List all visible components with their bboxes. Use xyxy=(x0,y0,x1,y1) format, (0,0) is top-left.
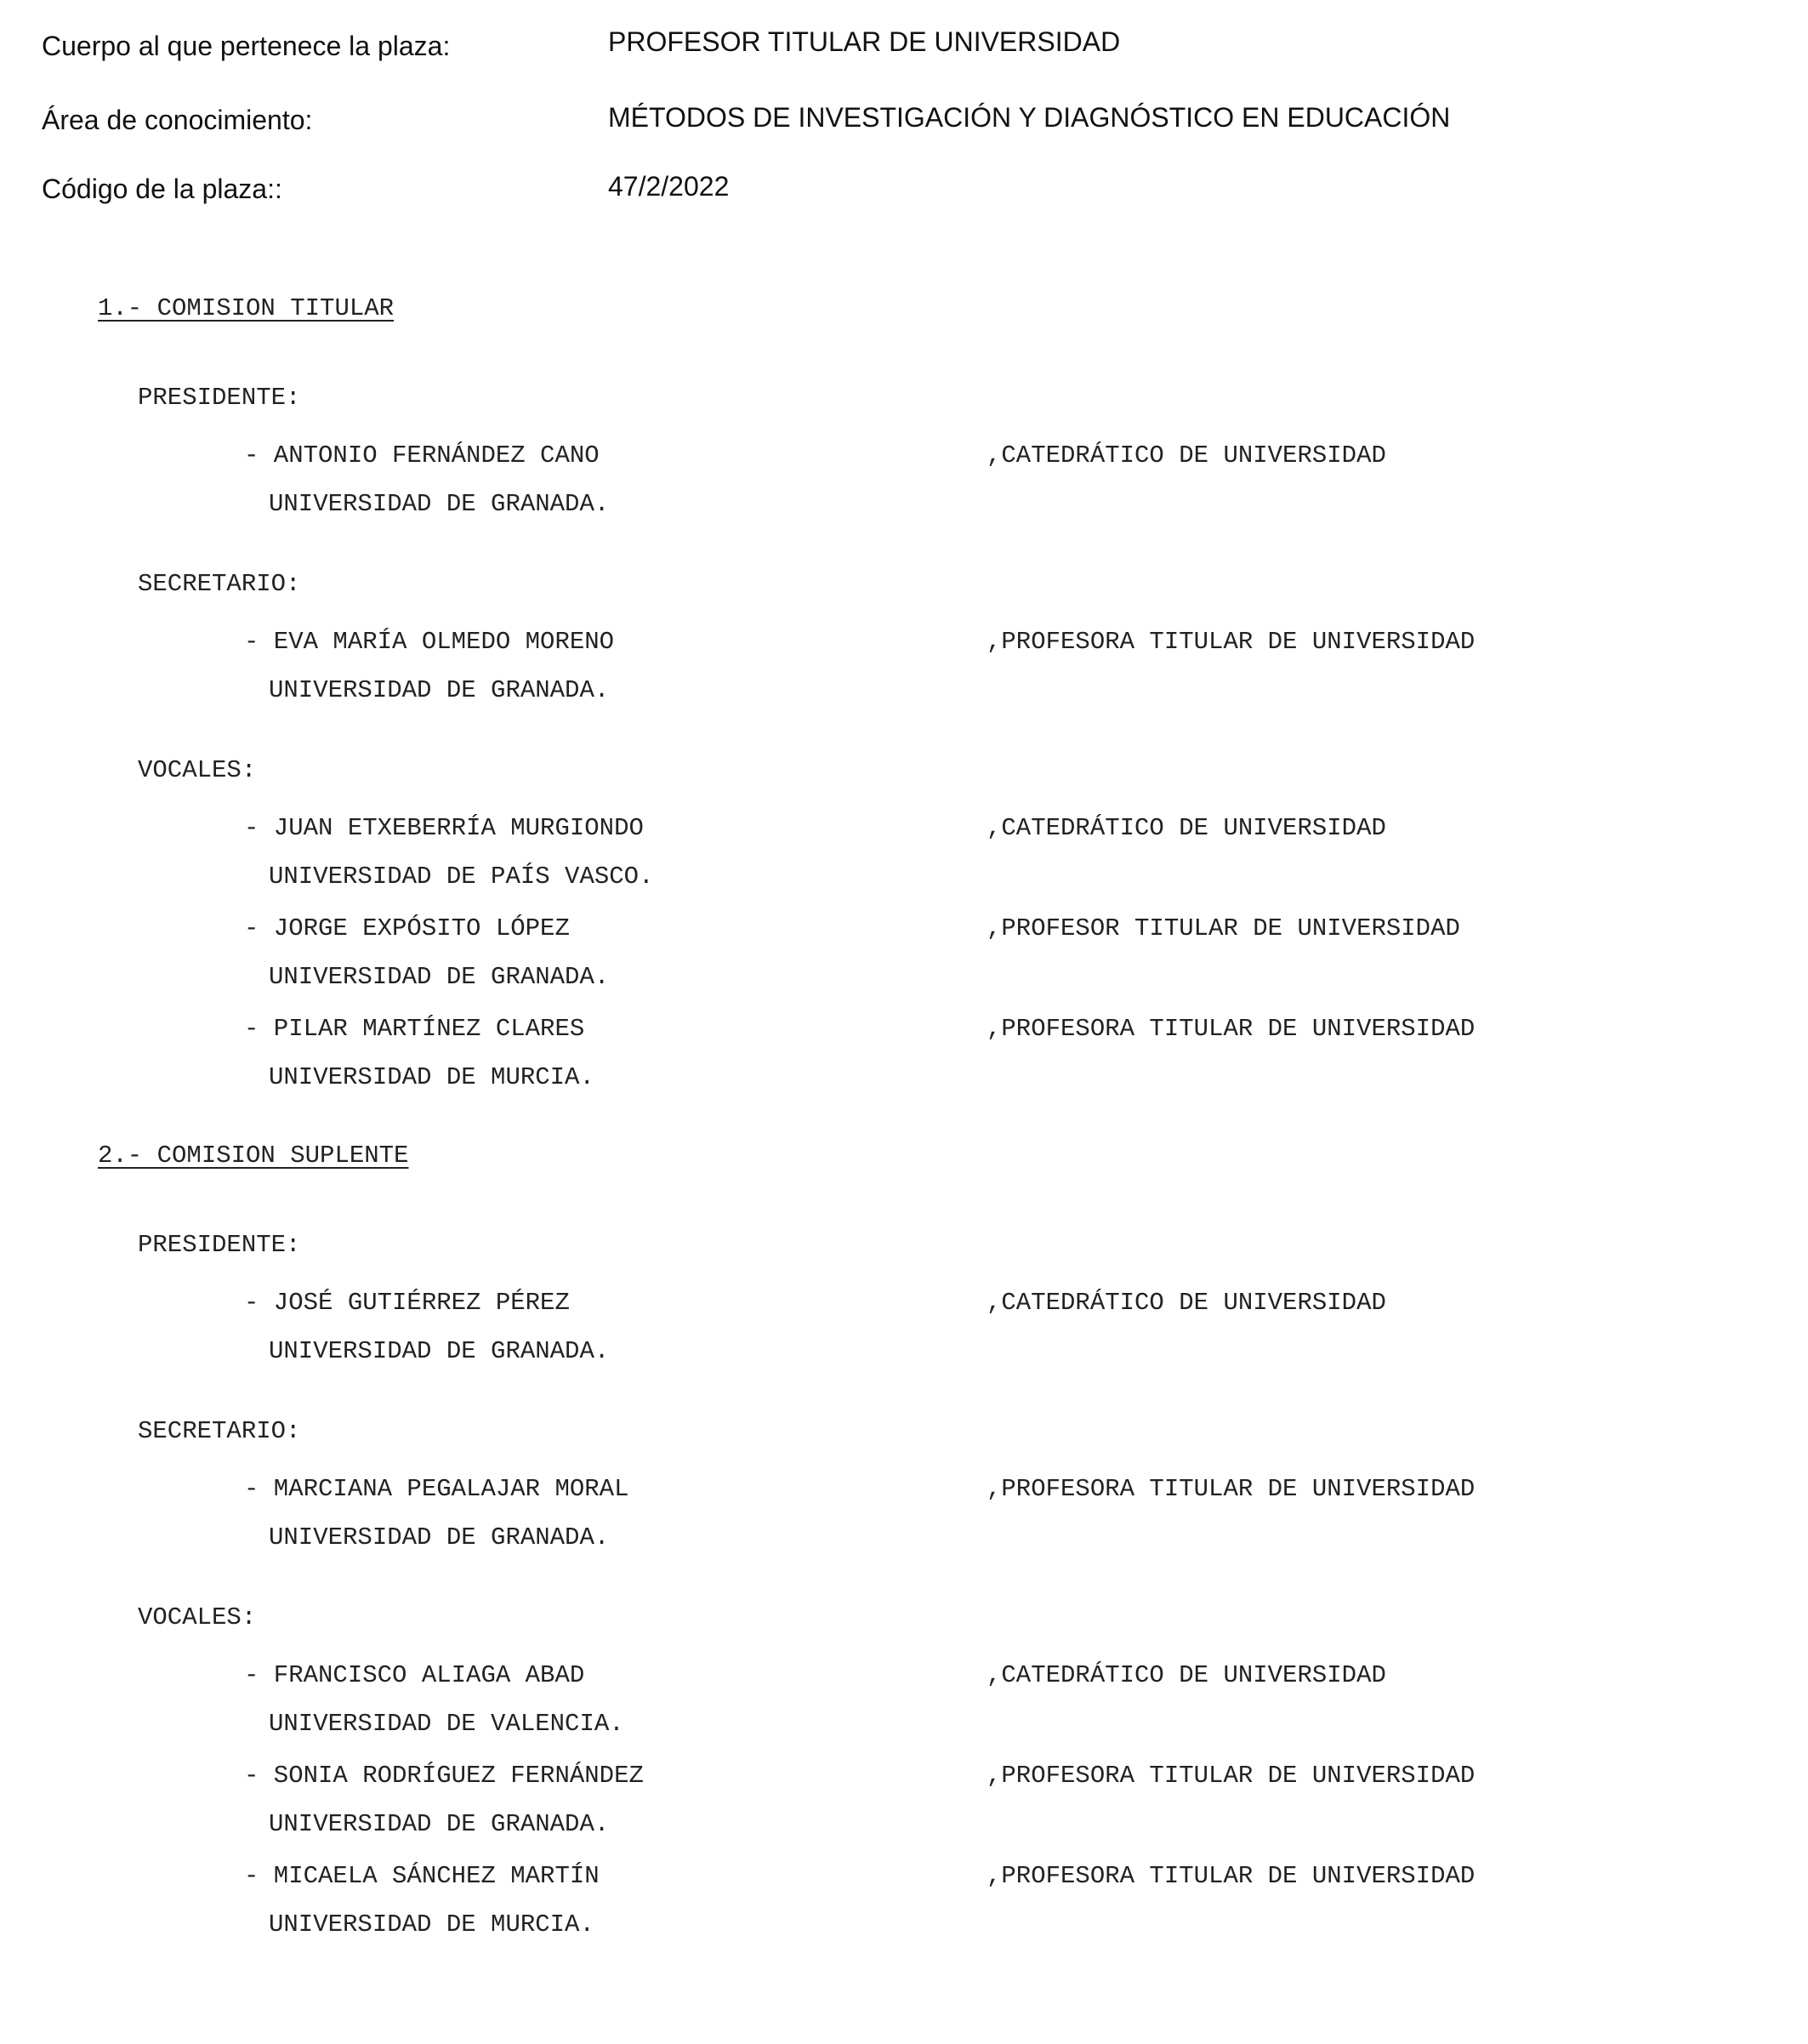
member-name: - MARCIANA PEGALAJAR MORAL xyxy=(244,1475,629,1503)
member-name: - JUAN ETXEBERRÍA MURGIONDO xyxy=(244,814,644,842)
member-name: - ANTONIO FERNÁNDEZ CANO xyxy=(244,441,600,470)
member-university: UNIVERSIDAD DE GRANADA. xyxy=(269,490,610,518)
member-name: - PILAR MARTÍNEZ CLARES xyxy=(244,1015,585,1043)
member-title: ,PROFESORA TITULAR DE UNIVERSIDAD xyxy=(986,628,1475,656)
member-title: ,PROFESORA TITULAR DE UNIVERSIDAD xyxy=(986,1862,1475,1890)
member-university: UNIVERSIDAD DE GRANADA. xyxy=(269,1810,610,1838)
member-university: UNIVERSIDAD DE GRANADA. xyxy=(269,1523,610,1552)
member-title: ,PROFESORA TITULAR DE UNIVERSIDAD xyxy=(986,1762,1475,1790)
member-name: - MICAELA SÁNCHEZ MARTÍN xyxy=(244,1862,600,1890)
cuerpo-row xyxy=(42,26,1743,71)
member-name: - SONIA RODRÍGUEZ FERNÁNDEZ xyxy=(244,1762,644,1790)
codigo-label: Código de la plaza:: xyxy=(42,174,282,204)
member-university: UNIVERSIDAD DE GRANADA. xyxy=(269,963,610,991)
member-title: ,CATEDRÁTICO DE UNIVERSIDAD xyxy=(986,1289,1386,1317)
member-name: - EVA MARÍA OLMEDO MORENO xyxy=(244,628,615,656)
suplente-secretario-label: SECRETARIO: xyxy=(138,1417,301,1445)
member-title: ,PROFESORA TITULAR DE UNIVERSIDAD xyxy=(986,1475,1475,1503)
area-value: MÉTODOS DE INVESTIGACIÓN Y DIAGNÓSTICO EN EDUCACIÓN xyxy=(608,102,1451,133)
cuerpo-value: PROFESOR TITULAR DE UNIVERSIDAD xyxy=(608,26,1121,57)
member-title: ,CATEDRÁTICO DE UNIVERSIDAD xyxy=(986,1661,1386,1689)
suplente-heading: 2.- COMISION SUPLENTE xyxy=(98,1142,409,1170)
member-university: UNIVERSIDAD DE VALENCIA. xyxy=(269,1710,624,1738)
member-title: ,CATEDRÁTICO DE UNIVERSIDAD xyxy=(986,814,1386,842)
member-name: - JORGE EXPÓSITO LÓPEZ xyxy=(244,914,570,942)
member-name: - FRANCISCO ALIAGA ABAD xyxy=(244,1661,585,1689)
codigo-row xyxy=(42,172,1743,214)
suplente-presidente-label: PRESIDENTE: xyxy=(138,1231,301,1259)
member-university: UNIVERSIDAD DE GRANADA. xyxy=(269,676,610,704)
member-university: UNIVERSIDAD DE PAÍS VASCO. xyxy=(269,863,654,891)
titular-vocales-label: VOCALES: xyxy=(138,756,257,784)
member-university: UNIVERSIDAD DE MURCIA. xyxy=(269,1063,594,1091)
area-row xyxy=(42,103,1743,145)
member-university: UNIVERSIDAD DE MURCIA. xyxy=(269,1910,594,1939)
titular-heading: 1.- COMISION TITULAR xyxy=(98,294,395,322)
codigo-value: 47/2/2022 xyxy=(608,171,730,202)
titular-presidente-label: PRESIDENTE: xyxy=(138,384,301,412)
member-title: ,PROFESOR TITULAR DE UNIVERSIDAD xyxy=(986,914,1460,942)
suplente-vocales-label: VOCALES: xyxy=(138,1603,257,1631)
member-name: - JOSÉ GUTIÉRREZ PÉREZ xyxy=(244,1289,570,1317)
cuerpo-label: Cuerpo al que pertenece la plaza: xyxy=(42,31,451,61)
titular-secretario-label: SECRETARIO: xyxy=(138,570,301,598)
member-title: ,PROFESORA TITULAR DE UNIVERSIDAD xyxy=(986,1015,1475,1043)
member-title: ,CATEDRÁTICO DE UNIVERSIDAD xyxy=(986,441,1386,470)
member-university: UNIVERSIDAD DE GRANADA. xyxy=(269,1337,610,1365)
area-label: Área de conocimiento: xyxy=(42,105,313,135)
